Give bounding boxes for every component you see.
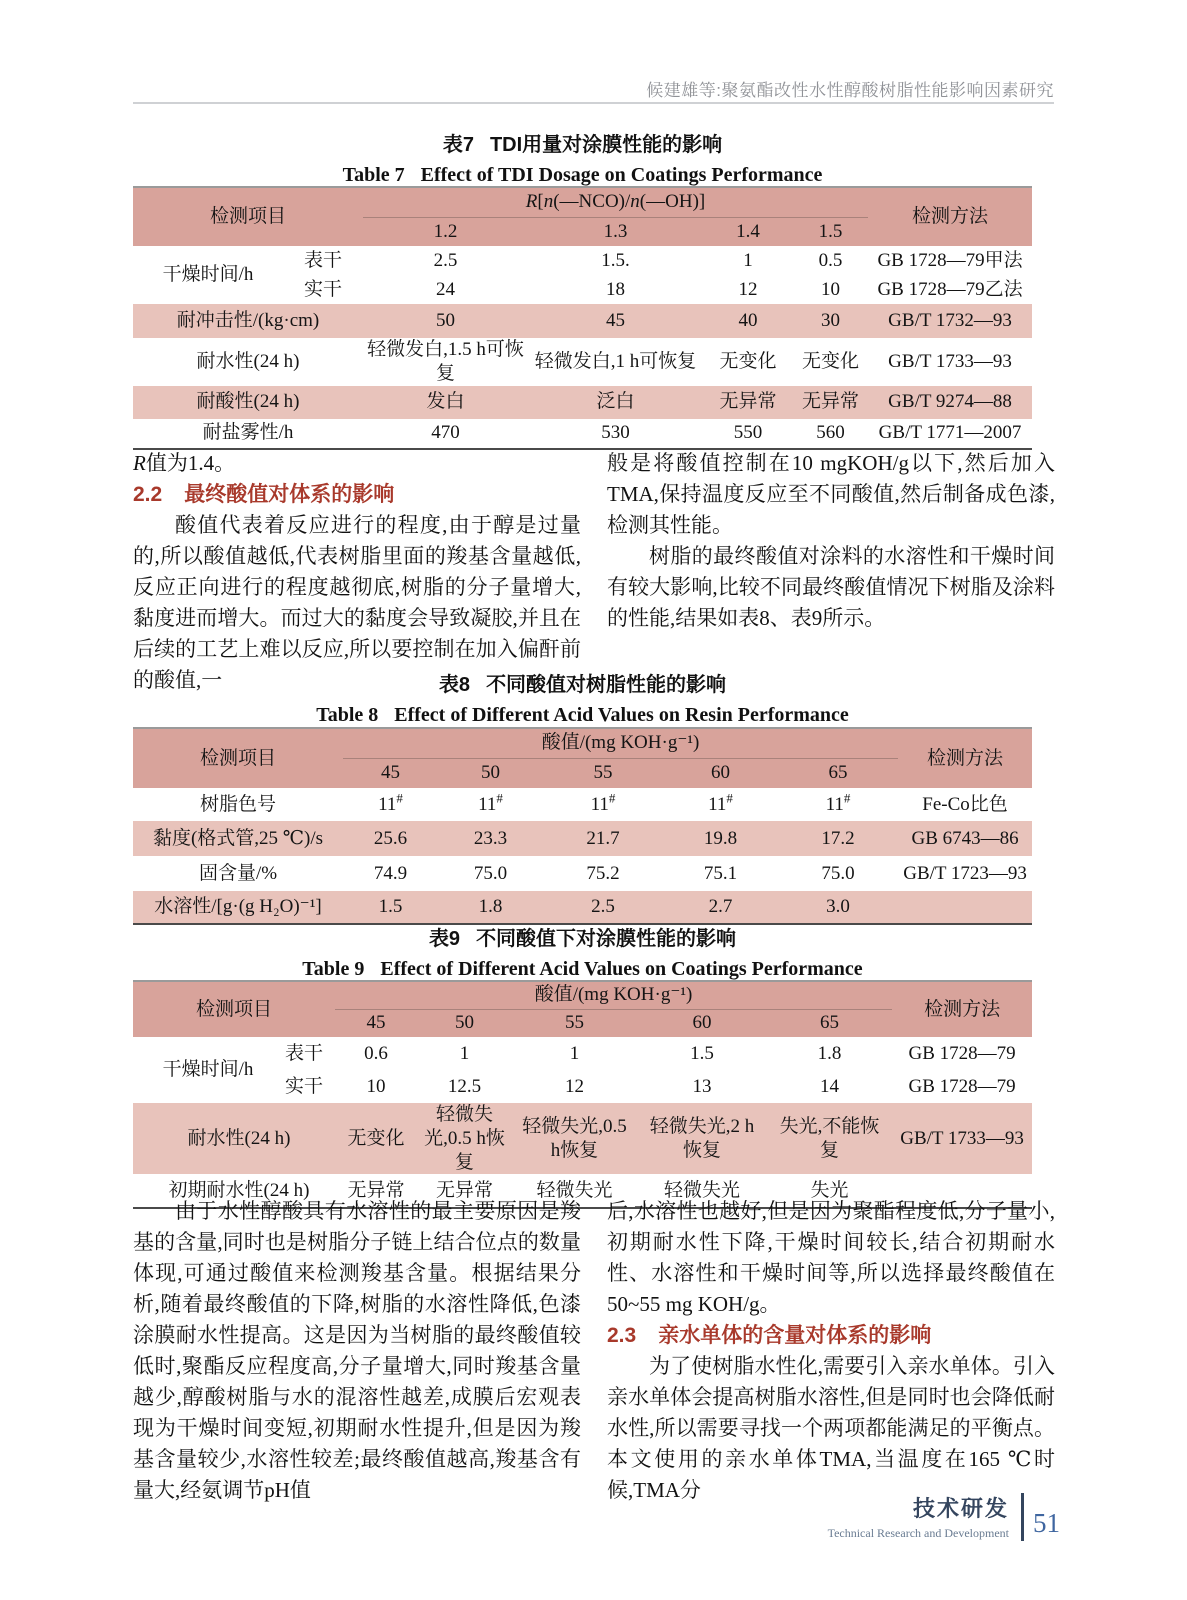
table-cell-method: GB/T 9274—88 [868, 386, 1032, 419]
table8-label-en: Table 8 [316, 704, 379, 726]
table-cell: 轻微发白,1.5 h可恢复 [367, 339, 524, 384]
t9-col-45: 45 [366, 1012, 386, 1034]
table-cell: 550 [733, 422, 763, 444]
table7-caption-en [133, 164, 1032, 187]
footer-section-en: Technical Research and Development [827, 1526, 1009, 1540]
t9-col-55: 55 [565, 1012, 585, 1034]
t9-item-drytime: 干燥时间/h [162, 1059, 254, 1081]
table-cell: 无变化 [802, 350, 860, 372]
table9-label-en: Table 9 [302, 958, 365, 980]
table-cell: 50 [363, 304, 528, 338]
table7-caption [133, 128, 1032, 187]
paragraph: 为了使树脂水性化,需要引入亲水单体。引入亲水单体会提高树脂水溶性,但是同时也会降低耐水性,所以需要寻找一个两项都能满足的平衡点。本文使用的亲水单体TMA,当温度在165 ℃时候,TMA分 [607, 1354, 1055, 1502]
table-cell: 75.1 [703, 862, 738, 884]
t7-sub-surface-dry: 表干 [304, 249, 343, 271]
hash-superscript: # [608, 790, 616, 806]
t7-sub-hard-dry: 实干 [304, 278, 343, 300]
t7-header-group [363, 187, 868, 217]
table9-label-cn: 表9 [428, 928, 461, 950]
table9-title-cn: 不同酸值下对涂膜性能的影响 [476, 928, 737, 950]
t9-item-water-resist: 耐水性(24 h) [133, 1103, 335, 1174]
table-cell: 1.8 [438, 891, 543, 924]
t8-header-group: 酸值/(mg KOH·g⁻¹) [343, 728, 898, 758]
table-cell: 19.8 [663, 821, 778, 856]
table-cell: 2.5 [543, 891, 663, 924]
t8-col-50: 50 [481, 762, 500, 784]
text-section-1 [133, 448, 1055, 696]
table-cell: 21.7 [543, 821, 663, 856]
table-cell-method: GB 6743—86 [898, 821, 1032, 856]
t7-group-R: R [525, 191, 538, 213]
table-cell: 1.5 [690, 1042, 714, 1064]
section-heading-2-3 [607, 1320, 1055, 1351]
table8-caption-cn [133, 668, 1032, 697]
table-cell: 1 [743, 249, 753, 271]
table-row [133, 1103, 1032, 1174]
table-cell-method: Fe-Co比色 [922, 793, 1008, 815]
table-row [133, 246, 1032, 275]
cell-value: 11 [378, 793, 397, 815]
t7-col-1.2: 1.2 [433, 220, 458, 242]
header-rule [133, 102, 1054, 104]
hash-superscript: # [843, 790, 851, 806]
table8-title-en: Effect of Different Acid Values on Resin Performance [394, 704, 849, 726]
table-cell: 失光,不能恢复 [767, 1103, 892, 1174]
table-cell: 75.0 [473, 862, 508, 884]
t9-sub-surface-dry: 表干 [285, 1042, 324, 1064]
t9-header-group: 酸值/(mg KOH·g⁻¹) [335, 981, 892, 1009]
t8-item-viscosity: 黏度(格式管,25 ℃)/s [133, 821, 343, 856]
table7-caption-cn [133, 128, 1032, 157]
table-row [133, 338, 1032, 386]
table9-caption-en [133, 958, 1032, 981]
table7-tdi-dosage [133, 186, 1032, 450]
table-row [133, 891, 1032, 924]
table-cell-method: GB/T 1733—93 [888, 350, 1012, 372]
t8-header-method: 检测方法 [927, 747, 1004, 769]
table-cell: 1 [459, 1042, 470, 1064]
table-cell: 12 [738, 278, 758, 300]
page-footer [828, 1492, 1060, 1541]
t7-col-1.4: 1.4 [736, 220, 760, 242]
table-cell: 失光 [810, 1179, 849, 1201]
table-row [133, 856, 1032, 891]
table-row [133, 788, 1032, 821]
table9-caption-cn [133, 922, 1032, 951]
table9-title-en: Effect of Different Acid Values on Coatings Performance [380, 958, 863, 980]
table-cell: 泛白 [528, 386, 703, 419]
table-cell: 10 [821, 278, 841, 300]
table-cell: 1 [569, 1042, 580, 1064]
table-cell-method: GB 1728—79乙法 [877, 278, 1023, 300]
t9-col-60: 60 [692, 1012, 712, 1034]
table-cell: 75.2 [586, 862, 620, 884]
right-column [607, 448, 1055, 696]
table8-acid-values-resin [133, 727, 1032, 925]
table-row [133, 419, 1032, 449]
table-cell: 74.9 [373, 862, 408, 884]
table9-caption [133, 922, 1032, 981]
section-title: 最终酸值对体系的影响 [184, 483, 395, 506]
table-cell-method: GB 1728—79 [908, 1075, 1016, 1097]
table-cell: 无异常 [436, 1179, 494, 1201]
table-cell: 轻微失光,2 h恢复 [637, 1103, 767, 1174]
table-cell: 轻微失光,0.5 h恢复 [417, 1103, 512, 1174]
table-cell-method [898, 891, 1032, 924]
footer-section [828, 1492, 1009, 1541]
table-cell: 12.5 [447, 1075, 482, 1097]
table-cell: 18 [606, 278, 626, 300]
table-cell-method: GB/T 1723—93 [903, 862, 1027, 884]
page-number: 51 [1033, 1508, 1060, 1538]
table-cell [663, 788, 778, 821]
t7-group-n1: n [543, 191, 554, 213]
table7-title-cn: TDI用量对涂膜性能的影响 [489, 134, 723, 156]
running-head: 候建雄等:聚氨酯改性水性醇酸树脂性能影响因素研究 [646, 81, 1054, 100]
t7-item-drytime: 干燥时间/h [162, 264, 254, 286]
t8-item-solid-content: 固含量/% [198, 862, 278, 884]
paragraph: 般是将酸值控制在10 mgKOH/g以下,然后加入TMA,保持温度反应至不同酸值,然后制备成色漆,检测其性能。 [607, 451, 1055, 537]
table-cell: 1.5 [343, 891, 438, 924]
table-cell: 0.6 [364, 1042, 388, 1064]
section-title: 亲水单体的含量对体系的影响 [658, 1324, 932, 1347]
cell-value: 11 [708, 793, 727, 815]
table-cell: 45 [528, 304, 703, 338]
footer-section-cn: 技术研发 [912, 1496, 1009, 1521]
paragraph: 由于水性醇酸具有水溶性的最主要原因是羧基的含量,同时也是树脂分子链上结合位点的数量体现,可通过酸值来检测羧基含量。根据结果分析,随着最终酸值的下降,树脂的水溶性降低,色漆涂膜耐水性提高。这是因为当树脂的最终酸值较低时,聚酯反应程度高,分子量增大,同时羧基含量越少,醇酸树脂与水的混溶性越差,成膜后宏观表现为干燥时间变短,初期耐水性提升,但是因为羧基含量较少,水溶性较差;最终酸值越高,羧基含有量大,经氨调节pH值 [133, 1199, 581, 1502]
t7-group-n2: n [630, 191, 640, 213]
t8-col-60: 60 [711, 762, 730, 784]
table-cell: 无异常 [703, 386, 793, 419]
table7-label-cn: 表7 [442, 134, 474, 156]
table-cell: 轻微失光,0.5 h恢复 [512, 1103, 637, 1174]
t9-col-50: 50 [455, 1012, 475, 1034]
t8-item-color: 树脂色号 [199, 793, 276, 815]
t7-col-1.3: 1.3 [603, 220, 628, 242]
t8-col-45: 45 [381, 762, 400, 784]
t7-item-acid-resist: 耐酸性(24 h) [133, 386, 363, 419]
t9-item-initial-water-resist: 初期耐水性(24 h) [168, 1179, 310, 1201]
r-value-text: 值为1.4。 [145, 451, 236, 475]
table-cell [778, 788, 898, 821]
t7-item-impact: 耐冲击性/(kg·cm) [133, 304, 363, 338]
table-cell: 75.0 [821, 862, 855, 884]
table-cell-method: GB 1728—79 [908, 1042, 1016, 1064]
table-cell: 2.5 [433, 249, 458, 271]
table-cell: 530 [601, 422, 630, 444]
table-cell-method: GB/T 1732—93 [868, 304, 1032, 338]
table-row [133, 386, 1032, 419]
table-cell: 无异常 [347, 1179, 405, 1201]
t8-col-65: 65 [828, 762, 848, 784]
cell-value: 11 [825, 793, 844, 815]
t7-group-part: (—OH)] [639, 191, 706, 213]
paragraph-r-value [133, 448, 581, 479]
t9-col-65: 65 [820, 1012, 840, 1034]
t9-header-item: 检测项目 [196, 998, 273, 1020]
hash-superscript: # [396, 790, 403, 806]
table-cell: 3.0 [778, 891, 898, 924]
table-cell: 24 [436, 278, 456, 300]
table-row [133, 1037, 1032, 1070]
t8-col-55: 55 [593, 762, 613, 784]
left-column [133, 1196, 581, 1506]
paragraph: 后,水溶性也越好,但是因为聚酯程度低,分子量小,初期耐水性下降,干燥时间较长,结合初期耐水性、水溶性和干燥时间等,所以选择最终酸值在50~55 mg KOH/g。 [607, 1199, 1055, 1316]
table-cell: 无变化 [335, 1103, 417, 1174]
cell-value: 11 [590, 793, 609, 815]
section-number: 2.3 [607, 1324, 637, 1347]
table8-title-cn: 不同酸值对树脂性能的影响 [486, 674, 727, 696]
paragraph: 酸值代表着反应进行的程度,由于醇是过量的,所以酸值越低,代表树脂里面的羧基含量越低,反应正向进行的程度越彻底,树脂的分子量增大,黏度进而增大。而过大的黏度会导致凝胶,并且在后续的工艺上难以反应,所以要控制在加入偏酐前的酸值,一 [133, 513, 581, 692]
table-cell-method: GB/T 1771—2007 [878, 422, 1022, 444]
t9-sub-hard-dry: 实干 [285, 1075, 324, 1097]
footer-divider [1021, 1493, 1024, 1541]
left-column [133, 448, 581, 696]
r-symbol: R [133, 451, 146, 475]
table-cell: 560 [816, 422, 845, 444]
table-cell [438, 788, 543, 821]
table8-caption [133, 668, 1032, 727]
table-cell: 2.7 [663, 891, 778, 924]
table-cell: 0.5 [818, 249, 843, 271]
text-section-2 [133, 1196, 1055, 1506]
right-column [607, 1196, 1055, 1506]
table-row [133, 304, 1032, 338]
table9-acid-values-coatings [133, 980, 1032, 1209]
table-cell: 轻微发白,1 h可恢复 [534, 350, 697, 372]
table-cell: 470 [431, 422, 460, 444]
table7-title-en: Effect of TDI Dosage on Coatings Performance [420, 164, 823, 186]
table-cell: 发白 [363, 386, 528, 419]
t8-header-item: 检测项目 [199, 747, 276, 769]
t7-header-method: 检测方法 [912, 206, 989, 228]
section-number: 2.2 [133, 483, 163, 506]
table-cell: 10 [366, 1075, 386, 1097]
table-cell-method: GB 1728—79甲法 [877, 249, 1023, 271]
table-cell [343, 788, 438, 821]
section-heading-2-2 [133, 479, 581, 510]
table-cell: 无异常 [793, 386, 868, 419]
table-cell: 轻微失光 [664, 1179, 741, 1201]
paragraph: 树脂的最终酸值对涂料的水溶性和干燥时间有较大影响,比较不同最终酸值情况下树脂及涂料的性能,结果如表8、表9所示。 [607, 544, 1055, 630]
hash-superscript: # [726, 790, 733, 806]
hash-superscript: # [496, 790, 503, 806]
t7-item-water-resist: 耐水性(24 h) [196, 350, 300, 372]
table-cell: 23.3 [438, 821, 543, 856]
cell-value: 11 [478, 793, 497, 815]
table-cell: 30 [793, 304, 868, 338]
t7-item-salt-spray: 耐盐雾性/h [202, 422, 294, 444]
table-cell: 13 [692, 1075, 712, 1097]
table-cell: 轻微失光 [536, 1179, 613, 1201]
t7-header-item: 检测项目 [210, 206, 287, 228]
table-cell: 1.5. [601, 249, 630, 271]
table-cell: 12 [565, 1075, 585, 1097]
t7-col-1.5: 1.5 [818, 220, 843, 242]
table8-label-cn: 表8 [438, 674, 471, 696]
table-cell: 25.6 [343, 821, 438, 856]
t9-header-method: 检测方法 [924, 998, 1001, 1020]
table-cell: 17.2 [778, 821, 898, 856]
table8-caption-en [133, 704, 1032, 727]
table-cell-method: GB/T 1733—93 [892, 1103, 1032, 1174]
table-cell: 14 [820, 1075, 840, 1097]
t7-group-part: (—NCO)/ [553, 191, 631, 213]
table-cell: 40 [703, 304, 793, 338]
table-cell: 无变化 [719, 350, 777, 372]
table-cell [543, 788, 663, 821]
table-row [133, 821, 1032, 856]
table7-label-en: Table 7 [342, 164, 405, 186]
t8-item-water-solubility: 水溶性/[g·(g H₂O)⁻¹] [133, 891, 343, 924]
t7-group-part: [ [537, 191, 544, 213]
table-cell: 1.8 [817, 1042, 842, 1064]
